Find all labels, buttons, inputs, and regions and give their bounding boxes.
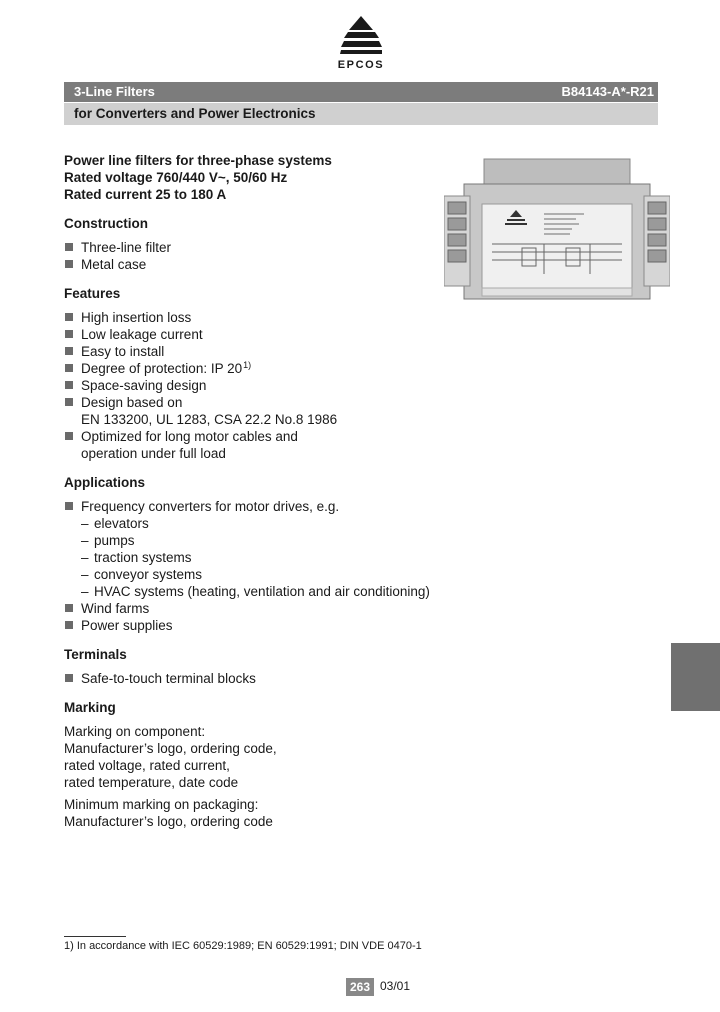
intro-line: Rated current 25 to 180 A [64, 187, 227, 202]
marking-line: Minimum marking on packaging: [64, 797, 259, 812]
page-number: 263 [346, 978, 374, 996]
list-item: Safe-to-touch terminal blocks [64, 670, 464, 687]
list-item: Low leakage current [64, 326, 464, 343]
list-item: Space-saving design [64, 377, 464, 394]
main-content [64, 152, 464, 830]
epcos-triangle-icon [340, 14, 382, 58]
list-item-text: Degree of protection: IP 20 [81, 361, 243, 376]
sub-list-item: – HVAC systems (heating, ventilation and air conditioning) [64, 583, 464, 600]
epcos-logo [326, 14, 396, 72]
footnote: 1) In accordance with IEC 60529:1989; EN 60529:1991; DIN VDE 0470-1 [64, 940, 422, 952]
list-item: Design based on [64, 394, 464, 411]
subtitle-bar [64, 103, 658, 125]
list-item [64, 360, 464, 377]
marking-line: Manufacturer’s logo, ordering code, [64, 741, 277, 756]
list-item: Easy to install [64, 343, 464, 360]
marking-heading: Marking [64, 700, 116, 715]
list-item: Three-line filter [64, 239, 464, 256]
marking-section [64, 699, 464, 830]
list-item: Power supplies [64, 617, 464, 634]
list-item: High insertion loss [64, 309, 464, 326]
side-tab-marker [671, 643, 720, 711]
logo-wordmark: EPCOS [337, 59, 385, 71]
title-bar [64, 82, 658, 102]
marking-line: rated voltage, rated current, [64, 758, 230, 773]
part-number: B84143-A*-R21 [561, 84, 654, 99]
applications-section [64, 474, 464, 634]
filter-product-image [444, 156, 670, 301]
list-item: Metal case [64, 256, 464, 273]
marking-packaging-paragraph [64, 796, 464, 830]
subtitle: for Converters and Power Electronics [74, 106, 316, 121]
construction-section [64, 215, 464, 273]
intro-block [64, 152, 464, 203]
features-heading: Features [64, 286, 121, 301]
footnote-divider [64, 936, 126, 937]
list-item: Optimized for long motor cables and [64, 428, 464, 445]
features-section [64, 285, 464, 462]
intro-line: Power line filters for three-phase systems [64, 153, 332, 168]
terminals-heading: Terminals [64, 647, 127, 662]
terminals-section [64, 646, 464, 687]
sub-list-item: – conveyor systems [64, 566, 464, 583]
list-item: Wind farms [64, 600, 464, 617]
list-item: Frequency converters for motor drives, e.g. [64, 498, 464, 515]
footnote-ref: 1) [243, 360, 252, 370]
sub-list-item: – pumps [64, 532, 464, 549]
product-line-title: 3-Line Filters [74, 84, 155, 99]
intro-line: Rated voltage 760/440 V~, 50/60 Hz [64, 170, 288, 185]
marking-line: Manufacturer’s logo, ordering code [64, 814, 273, 829]
list-item-continuation: operation under full load [81, 446, 226, 461]
marking-line: rated temperature, date code [64, 775, 239, 790]
list-item-continuation: EN 133200, UL 1283, CSA 22.2 No.8 1986 [81, 412, 338, 427]
construction-heading: Construction [64, 216, 148, 231]
issue-date: 03/01 [380, 979, 411, 993]
marking-component-paragraph [64, 723, 464, 791]
sub-list-item: – traction systems [64, 549, 464, 566]
sub-list-item: – elevators [64, 515, 464, 532]
marking-line: Marking on component: [64, 724, 206, 739]
applications-heading: Applications [64, 475, 146, 490]
